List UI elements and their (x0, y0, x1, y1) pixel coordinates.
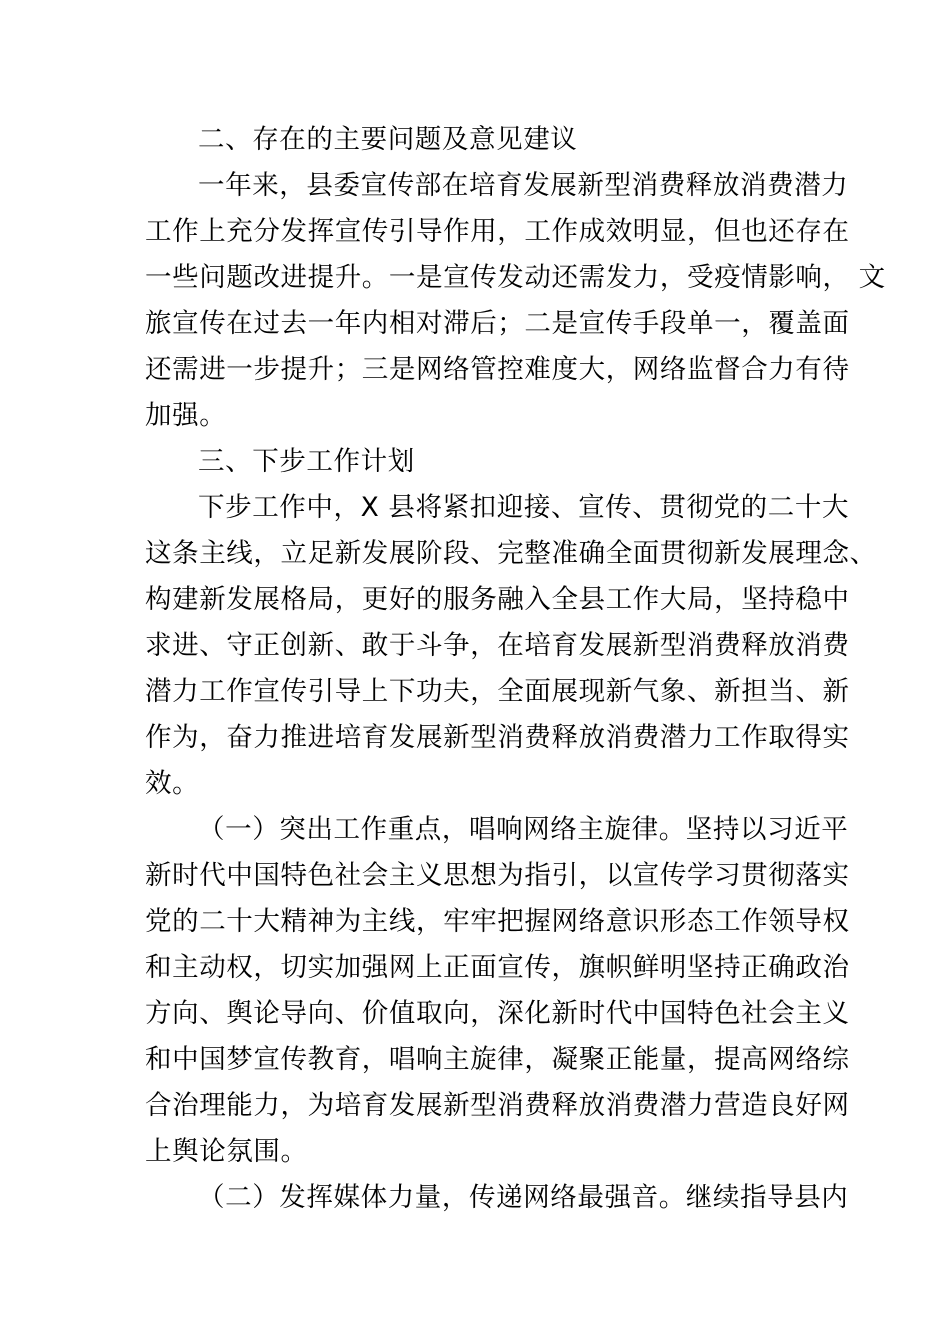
paragraph-line: 求进、守正创新、敢于斗争，在培育发展新型消费释放消费 (145, 630, 850, 661)
paragraph-line: 方向、舆论导向、价值取向，深化新时代中国特色社会主义 (145, 998, 850, 1029)
paragraph-line: 这条主线，立足新发展阶段、完整准确全面贯彻新发展理念、 (145, 538, 877, 569)
paragraph-line: 旅宣传在过去一年内相对滞后；二是宣传手段单一，覆盖面 (145, 308, 850, 339)
paragraph-line: 构建新发展格局，更好的服务融入全县工作大局，坚持稳中 (145, 584, 850, 615)
subsection-heading-1: （一）突出工作重点，唱响网络主旋律。坚持以习近平 (198, 814, 849, 845)
paragraph-line: 党的二十大精神为主线，牢牢把握网络意识形态工作领导权 (145, 906, 850, 937)
paragraph-line: 合治理能力，为培育发展新型消费释放消费潜力营造良好网 (145, 1090, 850, 1121)
section-heading-next-steps: 三、下步工作计划 (198, 446, 415, 477)
paragraph-line: 和中国梦宣传教育，唱响主旋律，凝聚正能量，提高网络综 (145, 1044, 850, 1075)
document-body (145, 117, 886, 1221)
paragraph-line: 还需进一步提升；三是网络管控难度大，网络监督合力有待 (145, 354, 850, 385)
paragraph-line: 一些问题改进提升。一是宣传发动还需发力，受疫情影响， 文 (145, 262, 886, 293)
paragraph-line: 新时代中国特色社会主义思想为指引，以宣传学习贯彻落实 (145, 860, 850, 891)
paragraph-line: 下步工作中，X 县将紧扣迎接、宣传、贯彻党的二十大 (198, 492, 850, 523)
subsection-heading-2: （二）发挥媒体力量，传递网络最强音。继续指导县内 (198, 1182, 849, 1213)
paragraph-line: 工作上充分发挥宣传引导作用，工作成效明显，但也还存在 (145, 216, 850, 247)
section-heading-problems: 二、存在的主要问题及意见建议 (198, 124, 578, 155)
paragraph-line: 上舆论氛围。 (145, 1136, 308, 1167)
paragraph-line: 一年来，县委宣传部在培育发展新型消费释放消费潜力 (198, 170, 849, 201)
paragraph-line: 潜力工作宣传引导上下功夫，全面展现新气象、新担当、新 (145, 676, 850, 707)
paragraph-line: 和主动权，切实加强网上正面宣传，旗帜鲜明坚持正确政治 (145, 952, 850, 983)
paragraph-line: 作为，奋力推进培育发展新型消费释放消费潜力工作取得实 (145, 722, 850, 753)
paragraph-line: 加强。 (145, 400, 227, 431)
paragraph-line: 效。 (145, 768, 200, 799)
